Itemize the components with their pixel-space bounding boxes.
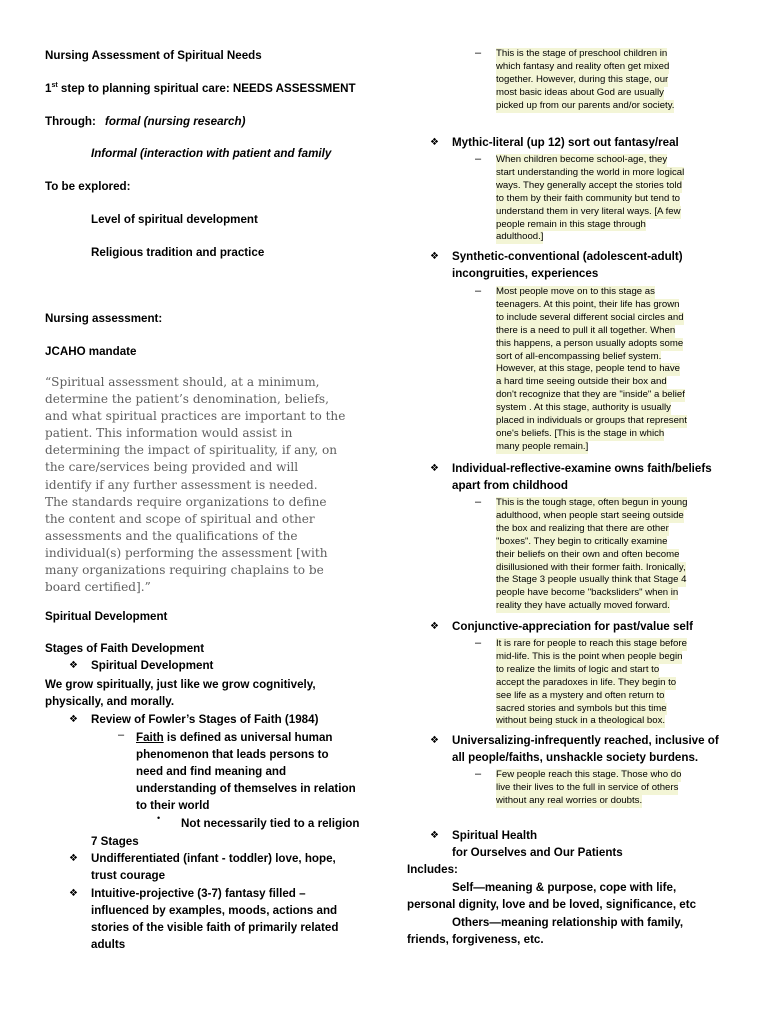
jcaho-heading: JCAHO mandate [45,345,137,358]
note-line: Most people move on to this stage as [496,286,655,297]
stage-universalizing: all people/faiths, unshackle society burdens. [452,751,699,764]
note-line: their beliefs on their own and often become [496,548,680,560]
faith-definition-line: need and find meaning and [136,765,287,778]
stage-intuitive: stories of the visible faith of primarily related [91,921,339,934]
jcaho-quote [45,374,345,596]
stages-heading: Stages of Faith Development [45,642,205,655]
note-line: However, at this stage, people tend to have [496,363,681,375]
dash-bullet-icon: – [118,729,125,741]
dash-bullet-icon: – [475,768,482,780]
spiritual-health-subheading: for Ourselves and Our Patients [452,846,623,859]
stage-conjunctive: Conjunctive-appreciation for past/value self [452,620,693,633]
fowler-bullet: Review of Fowler’s Stages of Faith (1984) [91,713,319,726]
grow-line: physically, and morally. [45,695,175,708]
note-line: system . At this stage, authority is usually [496,402,671,414]
note-line: which fantasy and reality often get mixed [496,60,670,72]
note-line: adulthood.] [496,231,544,243]
not-tied-item: Not necessarily tied to a religion [181,817,360,830]
through-label: Through: [45,115,96,128]
includes-label: Includes: [407,863,458,876]
quote-line: and what spiritual practices are important to the [45,409,346,424]
diamond-bullet-icon: ❖ [430,735,439,746]
stage-undifferentiated: trust courage [91,869,166,882]
stage-universalizing: Universalizing-infrequently reached, inclusive of [452,734,719,747]
note-line: one's beliefs. [This is the stage in which [496,427,665,439]
dash-bullet-icon: – [475,285,482,297]
seven-stages-label: 7 Stages [91,835,139,848]
note-line: a hard time seeing outside their box and [496,376,667,388]
others-line: Others—meaning relationship with family, [452,916,684,929]
note-line: to include several different social circles and [496,311,684,323]
note-line: without being stuck in a theological box. [496,715,666,727]
quote-line: determine the patient’s denomination, beliefs, [45,392,329,407]
note-line: This is the tough stage, often begun in young [496,497,688,508]
faith-definition-line [136,729,333,746]
others-line: friends, forgiveness, etc. [407,933,544,946]
through-informal: Informal (interaction with patient and family [91,147,332,160]
faith-definition-line: to their world [136,799,210,812]
spiritual-development-heading: Spiritual Development [45,610,168,623]
diamond-bullet-icon: ❖ [430,137,439,148]
diamond-bullet-icon: ❖ [69,714,78,725]
quote-line: “Spiritual assessment should, at a minimum, [45,375,320,389]
quote-line: The standards require organizations to define [45,494,327,509]
step-text: step to planning spiritual care: NEEDS ASSESSMENT [57,82,356,95]
dash-bullet-icon: – [475,637,482,649]
document-title: Nursing Assessment of Spiritual Needs [45,49,262,62]
note-line: start understanding the world in more logical [496,166,685,178]
bullet-spiritual-development: Spiritual Development [91,659,214,672]
note-line: ways. They generally accept the stories told [496,179,682,191]
quote-line: many organizations requiring chaplains to be [45,563,324,578]
note-line: live their lives to the full in service of others [496,781,679,793]
spiritual-health-heading: Spiritual Health [452,829,538,842]
diamond-bullet-icon: ❖ [430,830,439,841]
faith-term: Faith [136,731,164,744]
note-line: placed in individuals or groups that represent [496,415,687,427]
note-line: this happens, a person usually adopts some [496,337,684,349]
quote-line: patient. This information would assist in [45,426,293,441]
diamond-bullet-icon: ❖ [69,853,78,864]
diamond-bullet-icon: ❖ [69,888,78,899]
explore-item: Level of spiritual development [91,213,258,226]
note-line: accept the paradoxes in life. They begin to [496,676,677,688]
note-line: people have become "backsliders" when in [496,587,679,599]
stage-intuitive: influenced by examples, moods, actions and [91,904,338,917]
quote-line: determining the impact of spirituality, if any, on [45,443,338,458]
stage-individual-reflective: apart from childhood [452,479,568,492]
step-number: 1 [45,82,52,95]
dash-bullet-icon: – [475,47,482,59]
note-line: people remain in this stage through [496,218,646,230]
note-line: there is a need to pull it all together. When [496,324,676,336]
note-line: disillusioned with their former faith. Ironically, [496,561,686,573]
stage-intuitive: adults [91,938,126,951]
diamond-bullet-icon: ❖ [69,660,78,671]
grow-line: We grow spiritually, just like we grow cognitively, [45,678,316,691]
preschool-note [496,48,674,113]
mythic-note [496,154,684,244]
conjunctive-note [496,638,687,728]
small-bullet-icon: • [157,813,161,823]
note-line: teenagers. At this point, their life has grown [496,298,680,310]
note-line: without any real worries or doubts. [496,794,643,806]
note-line: the Stage 3 people usually think that Stage 4 [496,574,687,586]
explore-item: Religious tradition and practice [91,246,265,259]
quote-line: the care/services being provided and will [45,460,299,475]
faith-definition-line: phenomenon that leads persons to [136,748,329,761]
note-line: picked up from our parents and/or society. [496,99,675,111]
faith-definition-line: understanding of themselves in relation [136,782,356,795]
note-line: see life as a mystery and often return to [496,689,665,701]
note-line: mid-life. This is the point when people begin [496,650,683,662]
note-line: sacred stories and symbols but this time [496,702,667,714]
note-line: together. However, during this stage, our [496,73,669,85]
stage-synthetic-conventional: Synthetic-conventional (adolescent-adult) [452,250,683,263]
note-line: "boxes". They begin to critically examine [496,535,668,547]
quote-line: the content and scope of spiritual and other [45,511,315,526]
note-line: This is the stage of preschool children in [496,48,668,59]
note-line: the box and realizing that there are other [496,522,669,534]
note-line: When children become school-age, they [496,154,668,165]
note-line: Few people reach this stage. Those who do [496,769,682,780]
note-line: to realize the limits of logic and start to [496,663,660,675]
through-formal: formal (nursing research) [105,115,246,128]
stage-synthetic-conventional: incongruities, experiences [452,267,599,280]
quote-line: board certified].” [45,580,151,595]
stage-undifferentiated: Undifferentiated (infant - toddler) love, hope, [91,852,336,865]
quote-line: identify if any further assessment is needed. [45,477,318,492]
dash-bullet-icon: – [475,153,482,165]
individual-note [496,497,687,613]
explore-label: To be explored: [45,180,131,193]
note-line: to them by their faith community but tend to [496,192,680,204]
note-line: reality they have actually moved forward. [496,600,670,612]
stage-mythic-literal: Mythic-literal (up 12) sort out fantasy/real [452,136,679,149]
dash-bullet-icon: – [475,496,482,508]
diamond-bullet-icon: ❖ [430,251,439,262]
note-line: don't recognize that they are "inside" a belief [496,389,685,401]
stage-individual-reflective: Individual-reflective-examine owns faith/beliefs [452,462,712,475]
note-line: It is rare for people to reach this stage before [496,638,687,649]
note-line: most basic ideas about God are usually [496,86,664,98]
stage-intuitive: Intuitive-projective (3-7) fantasy filled – [91,887,306,900]
universalizing-note [496,769,681,808]
faith-text: is defined as universal human [163,731,333,744]
synthetic-note [496,286,687,454]
step-superscript: st [51,82,58,90]
quote-line: individual(s) performing the assessment [with [45,545,328,560]
note-line: understand them in very literal ways. [A few [496,205,681,217]
diamond-bullet-icon: ❖ [430,621,439,632]
self-line: personal dignity, love and be loved, significance, etc [407,898,697,911]
quote-line: assessments and the qualifications of the [45,528,298,543]
self-line: Self—meaning & purpose, cope with life, [452,881,677,894]
first-step-line [45,80,356,97]
note-line: many people remain.] [496,440,589,452]
note-line: sort of all-encompassing belief system. [496,350,662,362]
note-line: adulthood, when people start seeing outside [496,509,684,521]
diamond-bullet-icon: ❖ [430,463,439,474]
nursing-assessment-heading: Nursing assessment: [45,312,163,325]
